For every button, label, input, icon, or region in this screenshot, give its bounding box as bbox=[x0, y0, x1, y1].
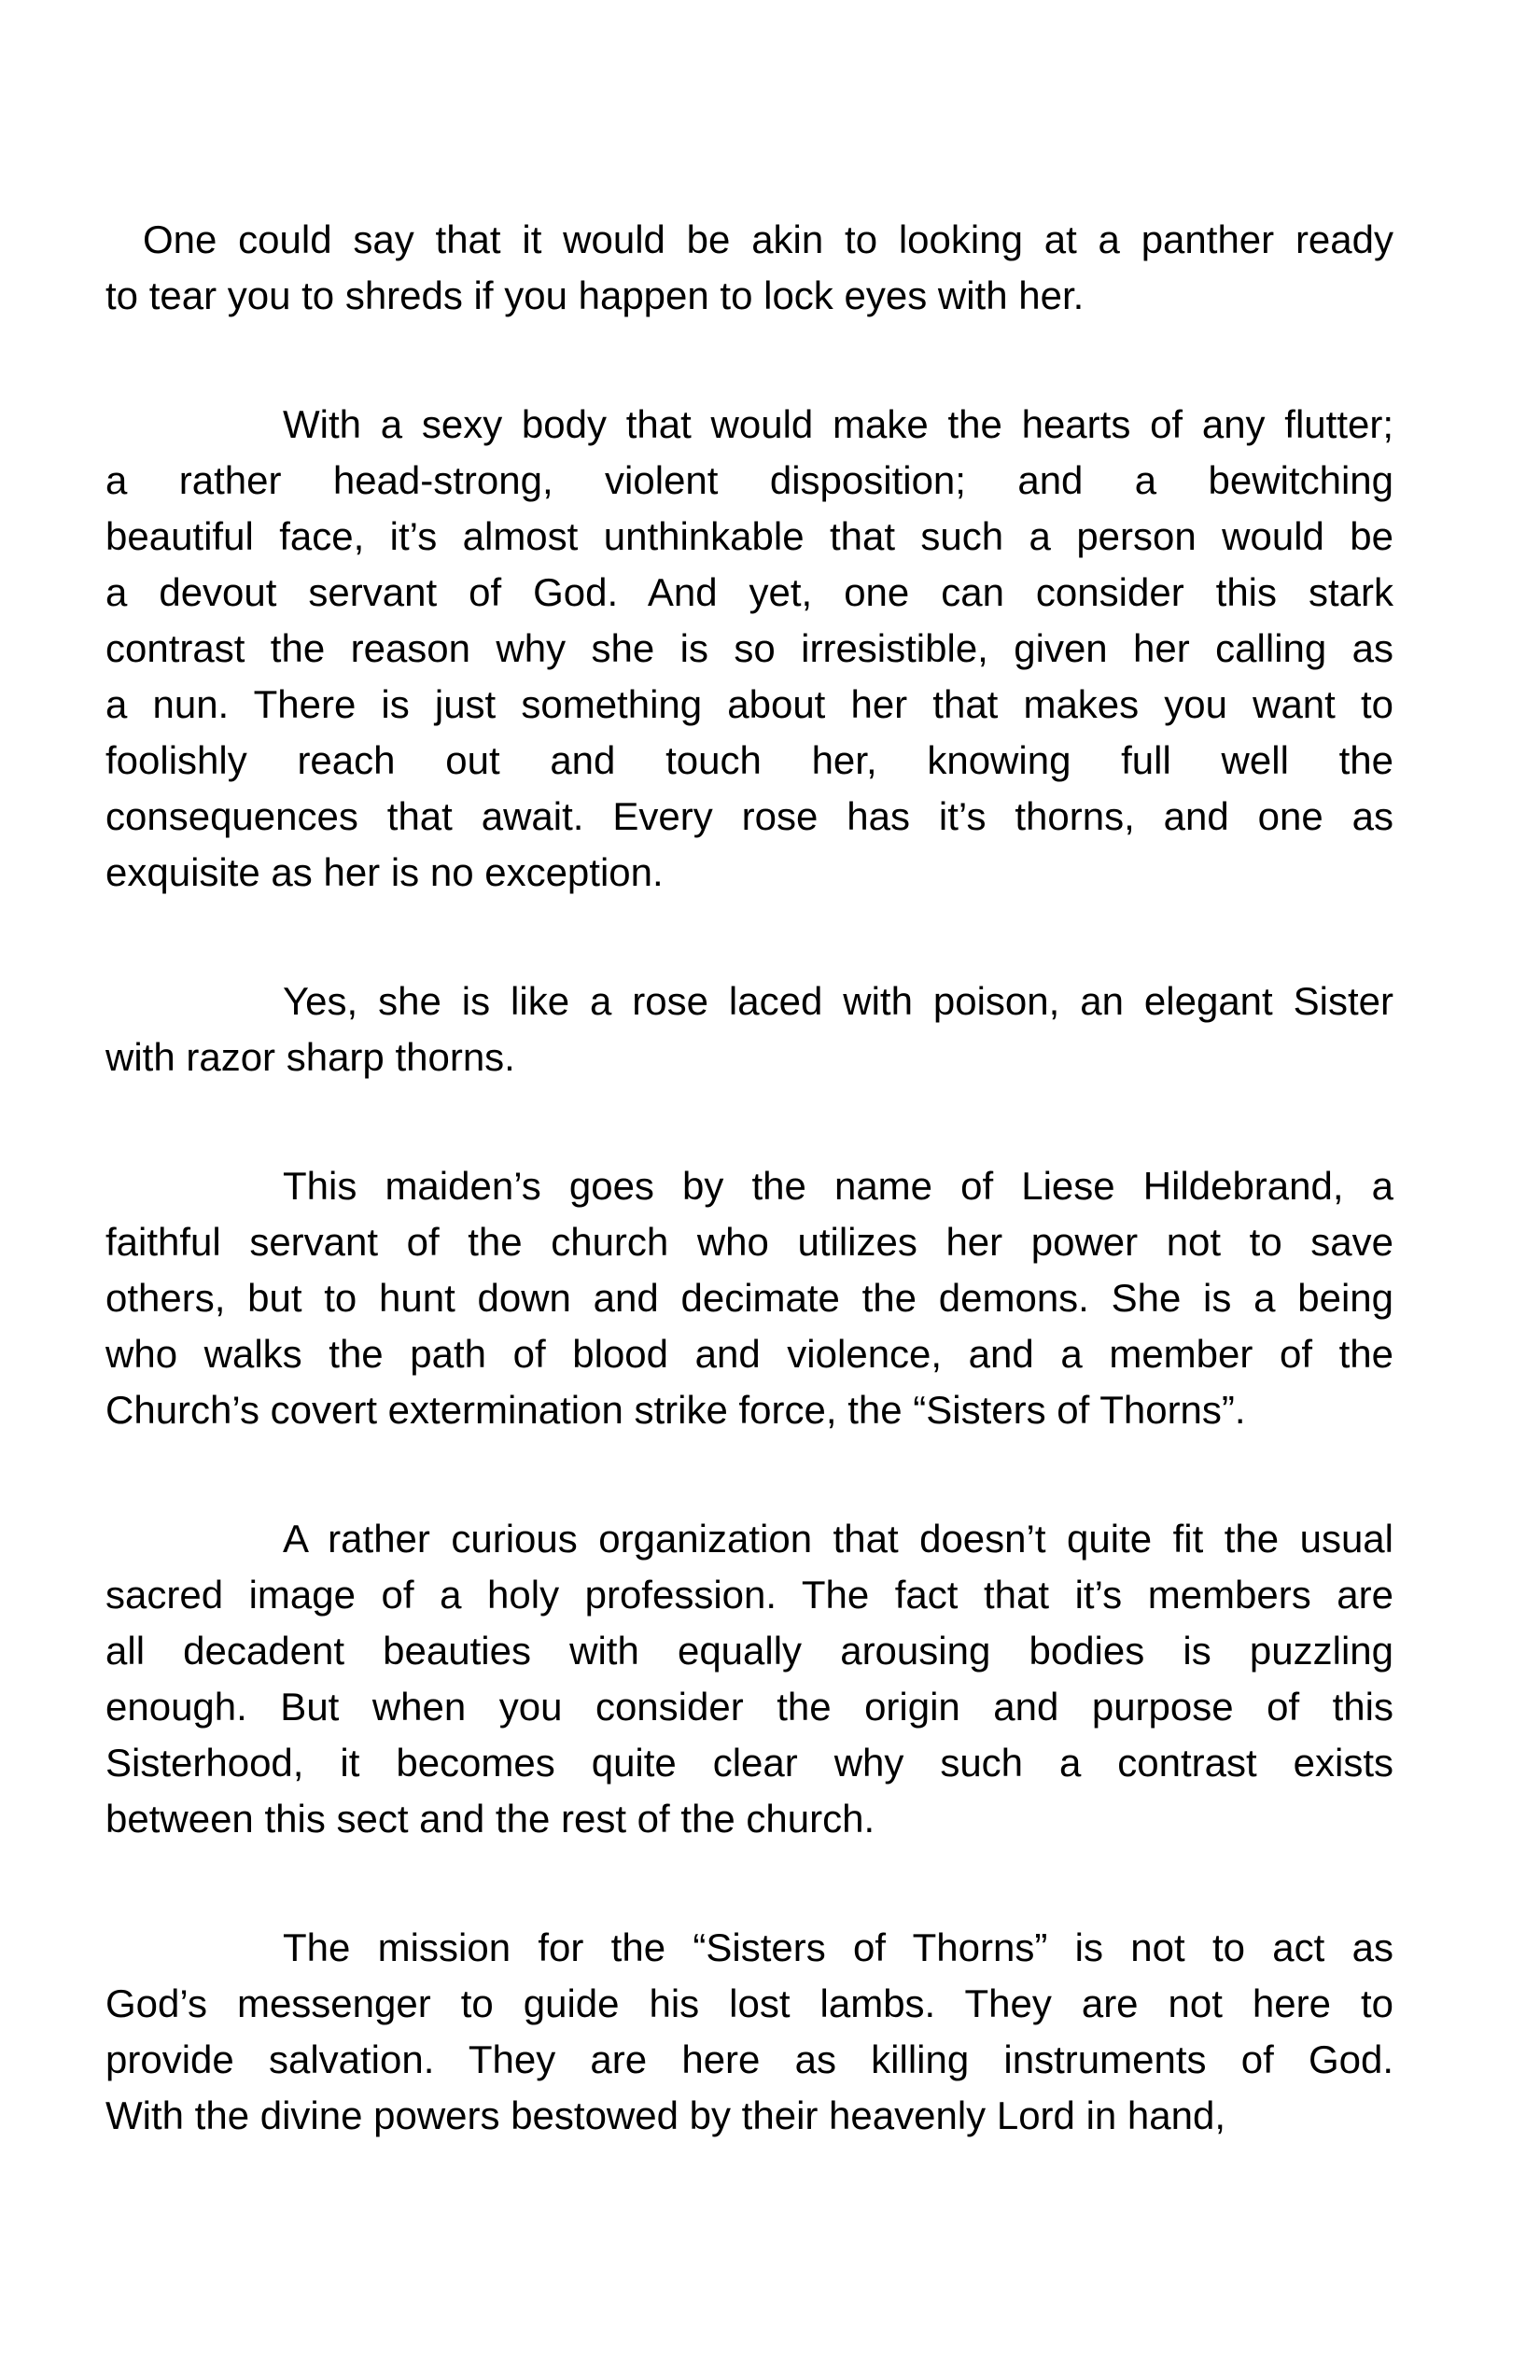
text-line: God’s messenger to guide his lost lambs. They are not here to bbox=[105, 1981, 1393, 2025]
paragraph bbox=[105, 397, 1393, 901]
text-line: provide salvation. They are here as killing instruments of God. bbox=[105, 2037, 1393, 2081]
text-line: consequences that await. Every rose has it’s thorns, and one as bbox=[105, 794, 1393, 838]
paragraph bbox=[105, 212, 1393, 324]
text-line: One could say that it would be akin to looking at a panther ready bbox=[143, 217, 1393, 261]
text-line: a rather head-strong, violent disposition; and a bewitching bbox=[105, 458, 1393, 502]
text-line: a devout servant of God. And yet, one can consider this stark bbox=[105, 570, 1393, 614]
text-line: exquisite as her is no exception. bbox=[105, 850, 664, 894]
text-line: Church’s covert extermination strike force, the “Sisters of Thorns”. bbox=[105, 1388, 1246, 1432]
text-line: contrast the reason why she is so irresistible, given her calling as bbox=[105, 626, 1393, 670]
text-line: With the divine powers bestowed by their heavenly Lord in hand, bbox=[105, 2093, 1226, 2137]
text-line: This maiden’s goes by the name of Liese Hildebrand, a bbox=[283, 1164, 1393, 1208]
paragraph bbox=[105, 1511, 1393, 1847]
text-line: between this sect and the rest of the church. bbox=[105, 1797, 875, 1841]
text-line: all decadent beauties with equally arousing bodies is puzzling bbox=[105, 1629, 1393, 1673]
text-line: foolishly reach out and touch her, knowing full well the bbox=[105, 738, 1393, 782]
text-line: who walks the path of blood and violence, and a member of the bbox=[105, 1332, 1393, 1376]
text-line: others, but to hunt down and decimate the demons. She is a being bbox=[105, 1276, 1393, 1320]
text-line: sacred image of a holy profession. The fact that it’s members are bbox=[105, 1573, 1393, 1617]
text-line: to tear you to shreds if you happen to lock eyes with her. bbox=[105, 273, 1085, 317]
text-line: beautiful face, it’s almost unthinkable that such a person would be bbox=[105, 514, 1393, 558]
text-line: with razor sharp thorns. bbox=[105, 1035, 515, 1079]
paragraph bbox=[105, 1158, 1393, 1438]
text-line: enough. But when you consider the origin and purpose of this bbox=[105, 1685, 1393, 1729]
text-line: Yes, she is like a rose laced with poison, an elegant Sister bbox=[283, 979, 1393, 1023]
paragraph bbox=[105, 973, 1393, 1085]
paragraph bbox=[105, 1920, 1393, 2144]
text-line: a nun. There is just something about her that makes you want to bbox=[105, 682, 1393, 726]
text-line: faithful servant of the church who utilizes her power not to save bbox=[105, 1220, 1393, 1264]
text-line: Sisterhood, it becomes quite clear why such a contrast exists bbox=[105, 1741, 1393, 1785]
text-line: The mission for the “Sisters of Thorns” is not to act as bbox=[283, 1925, 1393, 1969]
text-line: With a sexy body that would make the hearts of any flutter; bbox=[283, 402, 1393, 446]
text-line: A rather curious organization that doesn’t quite fit the usual bbox=[283, 1517, 1393, 1561]
